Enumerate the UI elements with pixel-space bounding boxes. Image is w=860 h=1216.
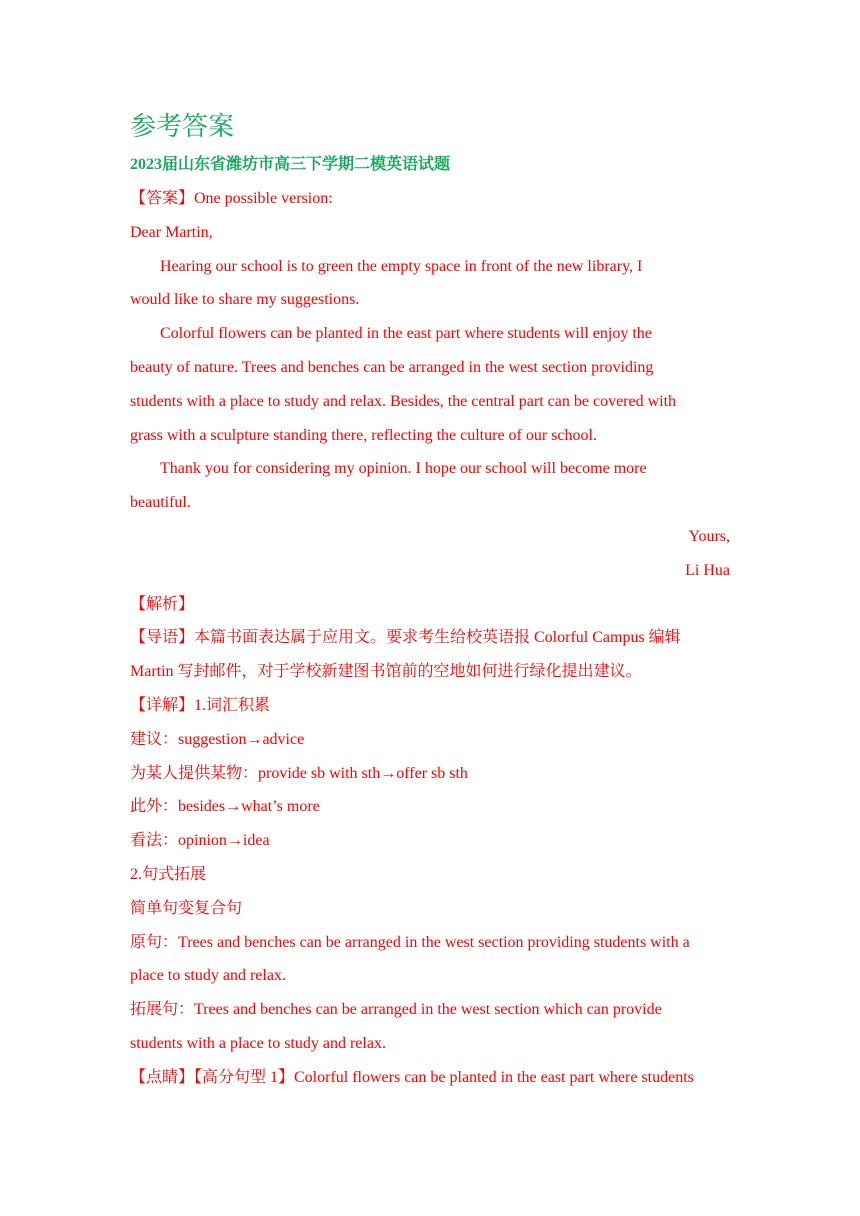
text-line: Li Hua — [685, 561, 730, 579]
text-line: place to study and relax. — [130, 967, 286, 985]
text-line: 【导语】本篇书面表达属于应用文。要求考生给校英语报 Colorful Campus 编辑 — [130, 629, 681, 647]
answer-body — [130, 182, 730, 1095]
text-line: 【解析】 — [130, 595, 195, 613]
text-line: Thank you for considering my opinion. I hope our school will become more — [160, 460, 647, 478]
text-line: would like to share my suggestions. — [130, 291, 360, 309]
text-line: 原句：Trees and benches can be arranged in the west section providing students with a — [130, 933, 690, 951]
text-line: Colorful flowers can be planted in the east part where students will enjoy the — [160, 325, 652, 343]
text-line: 简单句变复合句 — [130, 899, 243, 917]
exam-title: 2023届山东省潍坊市高三下学期二模英语试题 — [130, 156, 451, 173]
text-line: beautiful. — [130, 494, 191, 512]
text-line: 看法：opinion→idea — [130, 832, 270, 850]
text-line: grass with a sculpture standing there, reflecting the culture of our school. — [130, 426, 597, 444]
text-line: 为某人提供某物：provide sb with sth→offer sb sth — [130, 764, 468, 782]
text-line: 【答案】One possible version: — [130, 190, 333, 207]
text-line: 【详解】1.词汇积累 — [130, 696, 271, 714]
text-line: students with a place to study and relax. Besides, the central part can be covered with — [130, 392, 677, 410]
text-line: 2.句式拓展 — [130, 865, 207, 883]
text-line: Hearing our school is to green the empty space in front of the new library, I — [160, 257, 643, 275]
text-line: 此外：besides→what’s more — [130, 798, 320, 816]
text-line: students with a place to study and relax. — [130, 1034, 386, 1052]
text-line: beauty of nature. Trees and benches can be arranged in the west section providing — [130, 358, 654, 376]
text-line: Yours, — [688, 527, 730, 545]
text-line: 【点睛】【高分句型 1】Colorful flowers can be planted in the east part where students — [130, 1068, 694, 1086]
text-line: Martin 写封邮件，对于学校新建图书馆前的空地如何进行绿化提出建议。 — [130, 663, 642, 681]
text-line: Dear Martin, — [130, 223, 213, 241]
text-line: 建议：suggestion→advice — [130, 730, 305, 748]
document-content — [130, 106, 730, 1095]
page-title: 参考答案 — [130, 112, 235, 141]
text-line: 拓展句：Trees and benches can be arranged in the west section which can provide — [130, 1001, 662, 1019]
